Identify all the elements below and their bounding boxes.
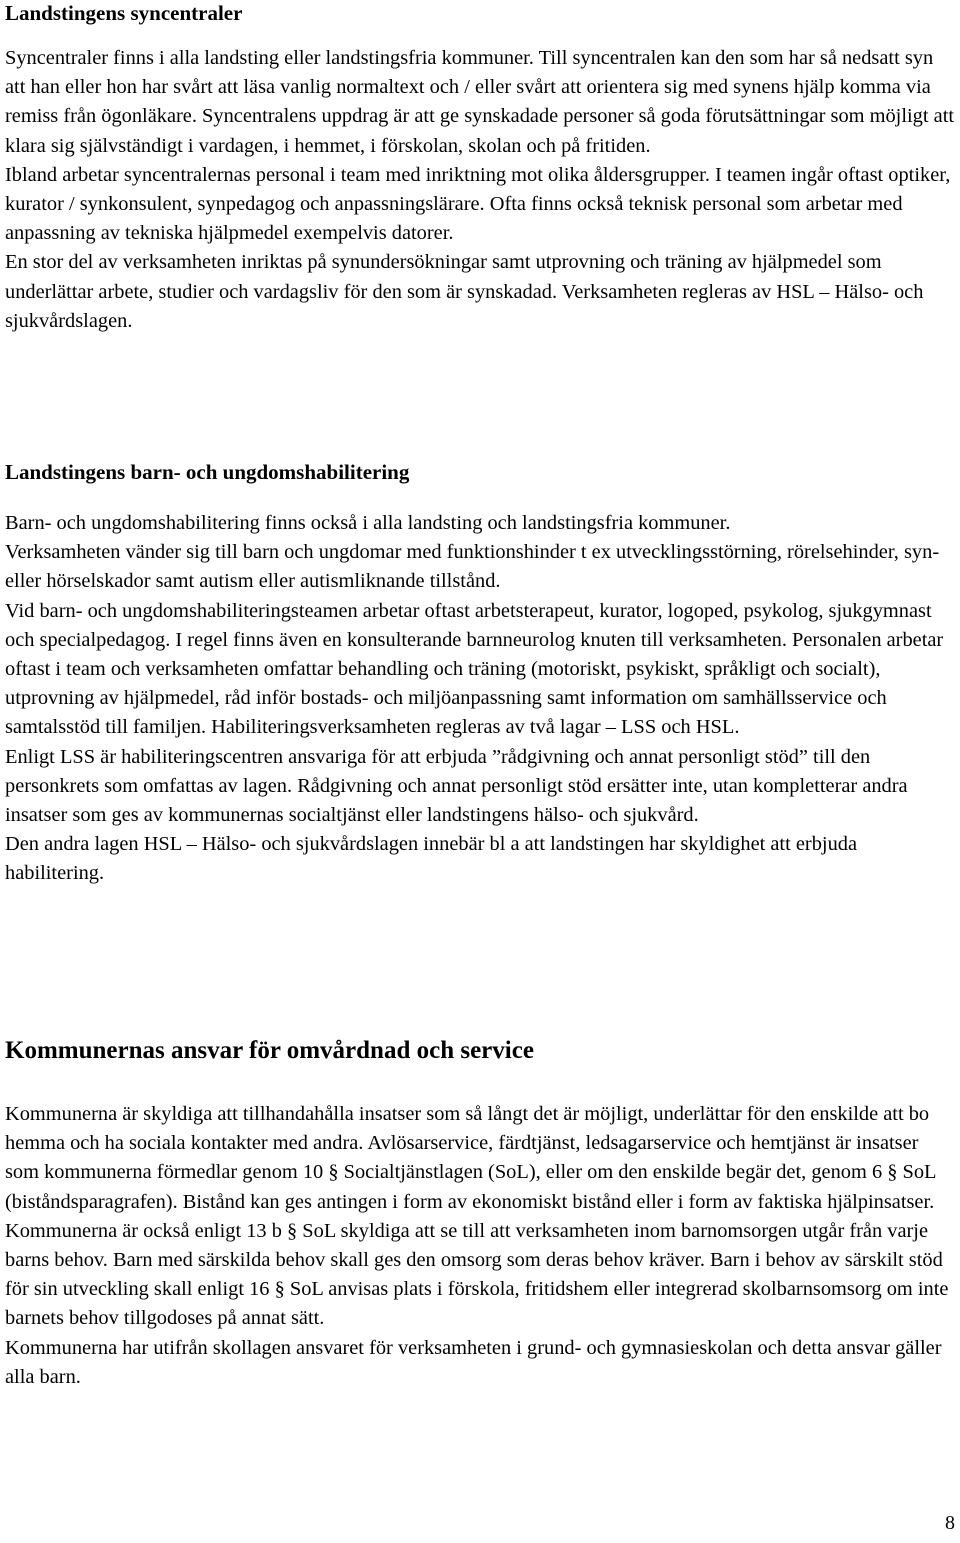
section-heading-kommunernas-ansvar: Kommunernas ansvar för omvårdnad och service	[5, 1037, 534, 1064]
section-body-syncentraler	[5, 44, 955, 336]
section-heading-habilitering: Landstingens barn- och ungdomshabilitering	[5, 460, 410, 484]
page-number: 8	[945, 1512, 955, 1534]
paragraph: Kommunerna är också enligt 13 b § SoL skyldiga att se till att verksamheten inom barnomsorgen utgår från varje barns behov. Barn med särskilda behov skall ges den omsorg som deras behov kräver. Barn i behov av särskilt stöd för sin utveckling skall enligt 16 § SoL anvisas plats i förskola, fritidshem eller integrerad skolbarnsomsorg om inte barnets behov tillgodoses på annat sätt.	[5, 1219, 949, 1330]
paragraph: Kommunerna har utifrån skollagen ansvaret för verksamheten i grund- och gymnasieskolan och detta ansvar gäller alla barn.	[5, 1336, 942, 1388]
section-body-habilitering	[5, 509, 955, 889]
paragraph: Den andra lagen HSL – Hälso- och sjukvårdslagen innebär bl a att landstingen har skyldighet att erbjuda habilitering.	[5, 833, 858, 885]
paragraph: Enligt LSS är habiliteringscentren ansvariga för att erbjuda ”rådgivning och annat personligt stöd” till den personkrets som omfattas av lagen. Rådgivning och annat personligt stöd ersätter inte, utan kompletterar andra insatser som ges av kommunernas socialtjänst eller landstingens hälso- och sjukvård.	[5, 745, 908, 827]
paragraph: Vid barn- och ungdomshabiliteringsteamen arbetar oftast arbetsterapeut, kurator, logoped, psykolog, sjukgymnast och specialpedagog. I regel finns även en konsulterande barnneurolog knuten till verksamheten. Personalen arbetar oftast i team och verksamheten omfattar behandling och träning (motoriskt, psykiskt, språkligt och socialt), utprovning av hjälpmedel, råd inför bostads- och miljöanpassning samt information om samhällsservice och samtalsstöd till familjen. Habiliteringsverksamheten regleras av två lagar – LSS och HSL.	[5, 599, 944, 739]
section-body-kommunernas-ansvar	[5, 1100, 955, 1392]
paragraph: Verksamheten vänder sig till barn och ungdomar med funktionshinder t ex utvecklingsstörning, rörelsehinder, syn- eller hörselskador samt autism eller autismliknande tillstånd.	[5, 541, 940, 593]
paragraph: En stor del av verksamheten inriktas på synundersökningar samt utprovning och träning av hjälpmedel som underlättar arbete, studier och vardagsliv för den som är synskadad. Verksamheten regleras av HSL – Hälso- och sjukvårdslagen.	[5, 251, 924, 332]
paragraph: Ibland arbetar syncentralernas personal i team med inriktning mot olika åldersgrupper. I teamen ingår oftast optiker, kurator / synkonsulent, synpedagog och anpassningslärare. Ofta finns också teknisk personal som arbetar med anpassning av tekniska hjälpmedel exempelvis datorer.	[5, 163, 951, 245]
paragraph: Barn- och ungdomshabilitering finns också i alla landsting och landstingsfria kommuner.	[5, 512, 731, 534]
paragraph: Kommunerna är skyldiga att tillhandahålla insatser som så långt det är möjligt, underlättar för den enskilde att bo hemma och ha sociala kontakter med andra. Avlösarservice, färdtjänst, ledsagarservice och hemtjänst är insatser som kommunerna förmedlar genom 10 § Socialtjänstlagen (SoL), eller om den enskilde begär det, genom 6 § SoL (biståndsparagrafen). Bistånd kan ges antingen i form av ekonomiskt bistånd eller i form av faktiska hjälpinsatser.	[5, 1103, 936, 1213]
section-heading-syncentraler: Landstingens syncentraler	[5, 1, 243, 25]
paragraph: Syncentraler finns i alla landsting eller landstingsfria kommuner. Till syncentralen kan den som har så nedsatt syn att han eller hon har svårt att läsa vanlig normaltext och / eller svårt att orientera sig med synens hjälp komma via remiss från ögonläkare. Syncentralens uppdrag är att ge synskadade personer så goda förutsättningar som möjligt att klara sig självständigt i vardagen, i hemmet, i förskolan, skolan och på fritiden.	[5, 47, 955, 157]
